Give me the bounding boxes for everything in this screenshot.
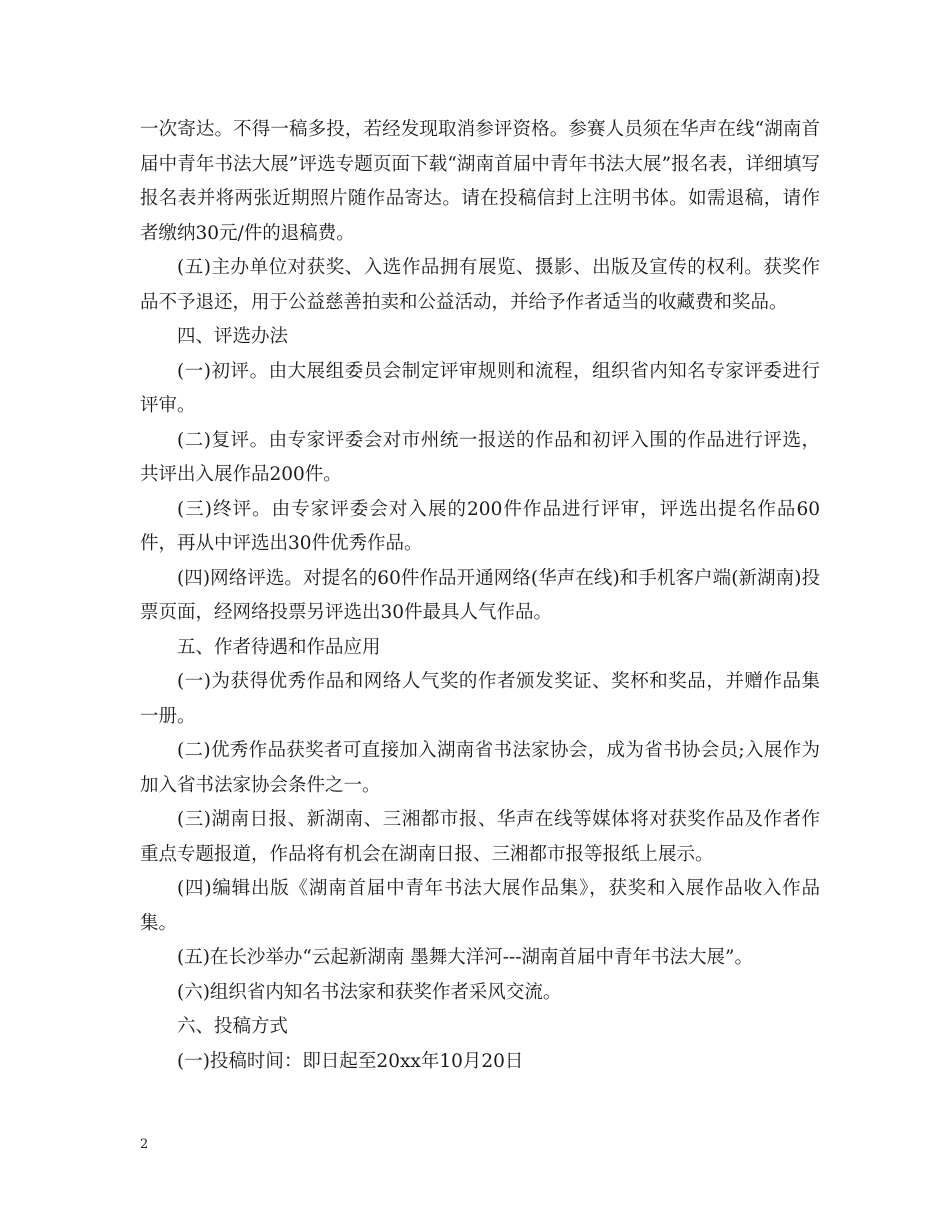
paragraph-5: (二)复评。由专家评委会对市州统一报送的作品和初评入围的作品进行评选，共评出入展作品200件。: [140, 429, 820, 485]
section-heading-4: 四、评选办法: [177, 326, 289, 347]
document-body: [140, 113, 820, 1079]
paragraph-10: (二)优秀作品获奖者可直接加入湖南省书法家协会，成为省书协会员;入展作为加入省书法家协会条件之一。: [140, 740, 820, 796]
paragraph-14: (六)组织省内知名书法家和获奖作者采风交流。: [177, 981, 562, 1003]
section-heading-5: 五、作者待遇和作品应用: [177, 636, 381, 658]
page-number: 2: [140, 1137, 149, 1152]
paragraph-16: (一)投稿时间：即日起至20xx年10月20日: [177, 1050, 524, 1072]
paragraph-2: (五)主办单位对获奖、入选作品拥有展览、摄影、出版及宣传的权利。获奖作品不予退还，用于公益慈善拍卖和公益活动，并给予作者适当的收藏费和奖品。: [140, 257, 820, 313]
paragraph-1: 一次寄达。不得一稿多投，若经发现取消参评资格。参赛人员须在华声在线“湖南首届中青年书法大展”评选专题页面下载“湖南首届中青年书法大展”报名表，详细填写报名表并将两张近期照片随作品寄达。请在投稿信封上注明书体。如需退稿，请作者缴纳30元/件的退稿费。: [140, 119, 820, 244]
paragraph-9: (一)为获得优秀作品和网络人气奖的作者颁发奖证、奖杯和奖品，并赠作品集一册。: [140, 671, 820, 727]
paragraph-6: (三)终评。由专家评委会对入展的200件作品进行评审，评选出提名作品60件，再从中评选出30件优秀作品。: [140, 498, 820, 554]
paragraph-12: (四)编辑出版《湖南首届中青年书法大展作品集》，获奖和入展作品收入作品集。: [140, 878, 820, 934]
paragraph-11: (三)湖南日报、新湖南、三湘都市报、华声在线等媒体将对获奖作品及作者作重点专题报道，作品将有机会在湖南日报、三湘都市报等报纸上展示。: [140, 809, 820, 865]
section-heading-6: 六、投稿方式: [177, 1016, 289, 1037]
paragraph-4: (一)初评。由大展组委员会制定评审规则和流程，组织省内知名专家评委进行评审。: [140, 360, 820, 416]
paragraph-13: (五)在长沙举办“云起新湖南 墨舞大洋河---湖南首届中青年书法大展”。: [177, 947, 753, 968]
paragraph-7: (四)网络评选。对提名的60件作品开通网络(华声在线)和手机客户端(新湖南)投票页面，经网络投票另评选出30件最具人气作品。: [140, 567, 820, 623]
